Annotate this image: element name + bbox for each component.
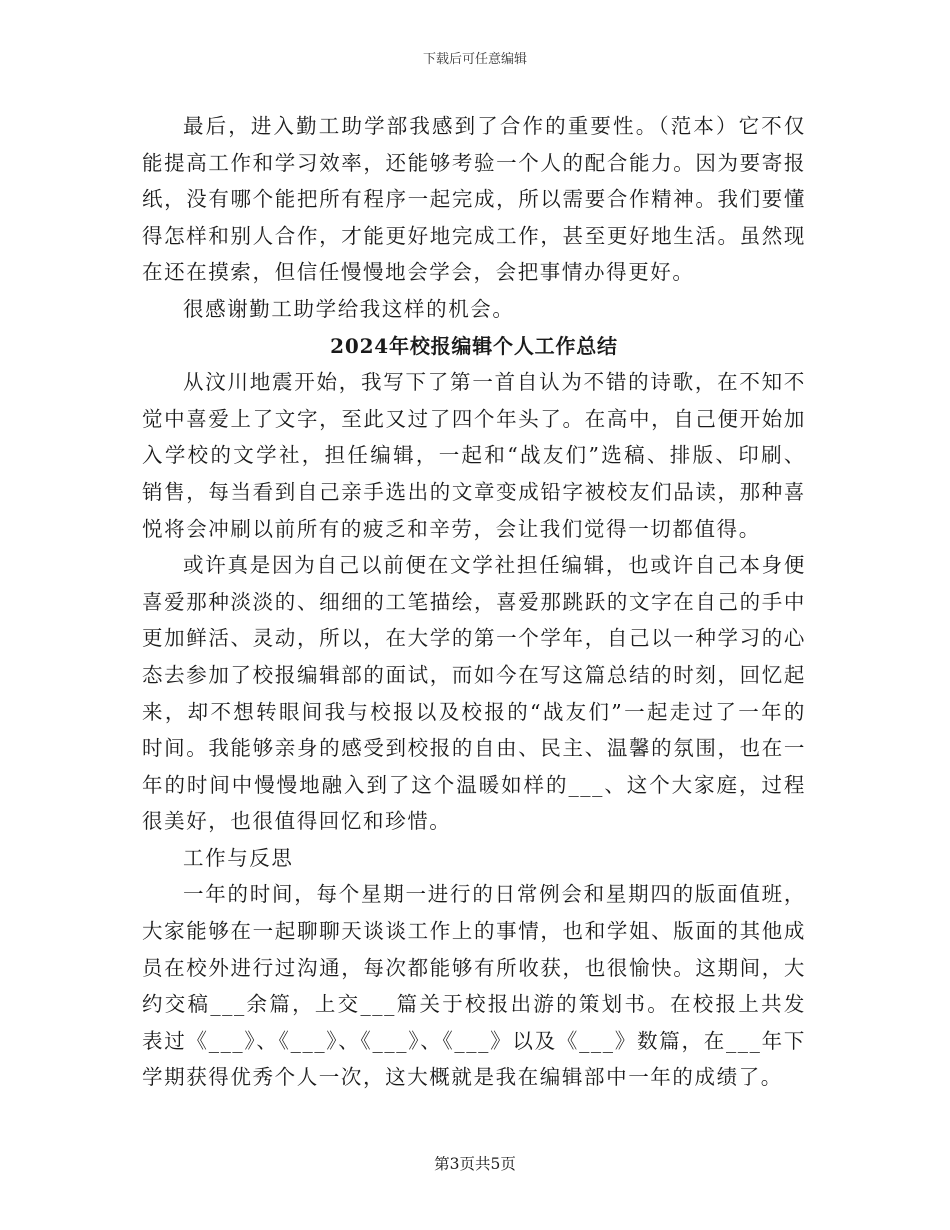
- document-title: 2024年校报编辑个人工作总结: [330, 333, 618, 358]
- paragraph-thanks: 很感谢勤工助学给我这样的机会。: [183, 296, 515, 321]
- paragraph-cooperation: 最后，进入勤工助学部我感到了合作的重要性。（范本）它不仅能提高工作和学习效率，还能够考验一个人的配合能力。因为要寄报纸，没有哪个能把所有程序一起完成，所以需要合作精神。我们要懂得怎样和别人合作，才能更好地完成工作，甚至更好地生活。虽然现在还在摸索，但信任慢慢地会学会，会把事情办得更好。: [142, 114, 806, 285]
- paragraph-joining-newspaper: 或许真是因为自己以前便在文学社担任编辑，也或许自己本身便喜爱那种淡淡的、细细的工笔描绘，喜爱那跳跃的文字在自己的手中更加鲜活、灵动，所以，在大学的第一个学年，自己以一种学习的心态去参加了校报编辑部的面试，而如今在写这篇总结的时刻，回忆起来，却不想转眼间我与校报以及校报的“战友们”一起走过了一年的时间。我能够亲身的感受到校报的自由、民主、温馨的氛围，也在一年的时间中慢慢地融入到了这个温暖如样的___、这个大家庭，过程很美好，也很值得回忆和珍惜。: [142, 553, 806, 834]
- paragraph-achievements: 一年的时间，每个星期一进行的日常例会和星期四的版面值班，大家能够在一起聊聊天谈谈工作上的事情，也和学姐、版面的其他成员在校外进行过沟通，每次都能够有所收获，也很愉快。这期间，大约交稿___余篇，上交___篇关于校报出游的策划书。在校报上共发表过《___》、《___》、《___》、《___》以及《___》数篇，在___年下学期获得优秀个人一次，这大概就是我在编辑部中一年的成绩了。: [142, 882, 806, 1090]
- page-number: 第3页共5页: [434, 1155, 516, 1173]
- section-heading-work-reflection: 工作与反思: [183, 845, 294, 870]
- page-header: 下载后可任意编辑: [422, 52, 527, 67]
- document-body: [142, 108, 806, 1096]
- paragraph-intro: 从汶川地震开始，我写下了第一首自认为不错的诗歌，在不知不觉中喜爱上了文字，至此又过了四个年头了。在高中，自己便开始加入学校的文学社，担任编辑，一起和“战友们”选稿、排版、印刷、销售，每当看到自己亲手选出的文章变成铅字被校友们品读，那种喜悦将会冲刷以前所有的疲乏和辛劳，会让我们觉得一切都值得。: [142, 370, 806, 541]
